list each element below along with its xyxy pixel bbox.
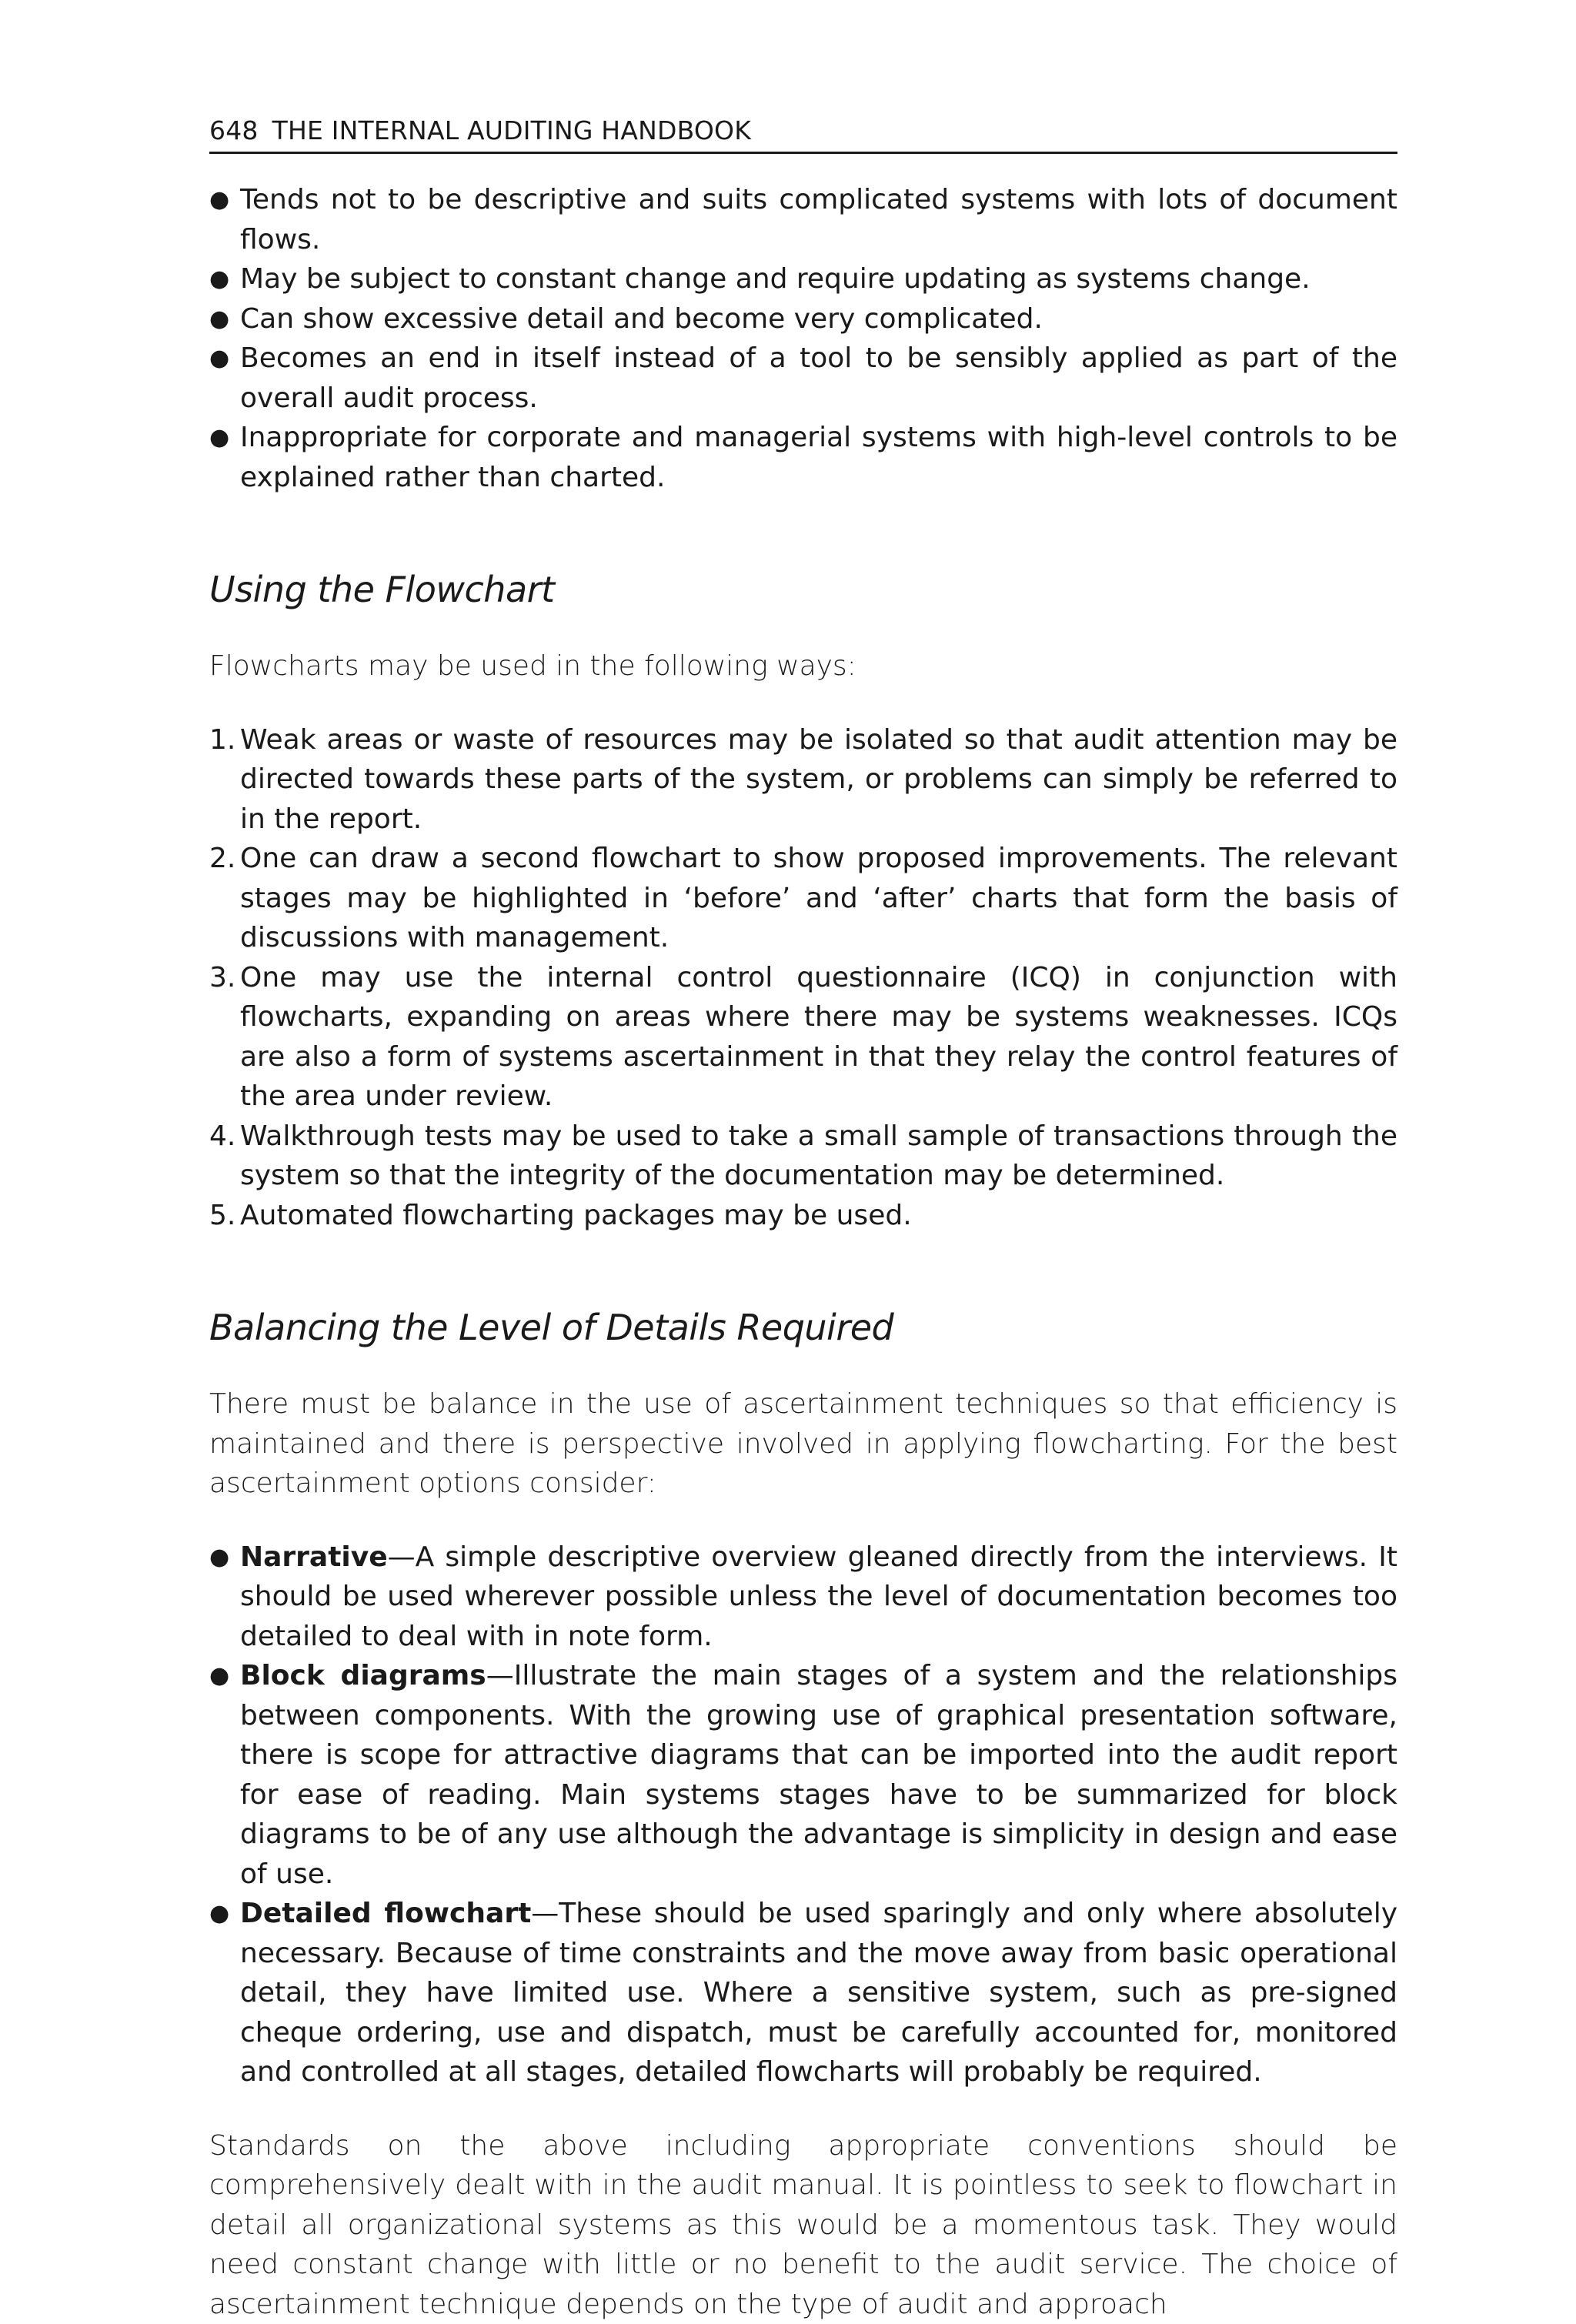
list-item: ● Detailed flowchart—These should be used sparingly and only where absolutely necessary. Because of time constraints and the move away from basic operational detail, they have limited use. Where a sensitive system, such as pre-signed cheque ordering, use and dispatch, must be carefully accounted for, monitored and controlled at all stages, detailed flowcharts will probably be required. bbox=[209, 1894, 1397, 2092]
list-item: 4. Walkthrough tests may be used to take a small sample of transactions through the system so that the integrity of the documentation may be determined. bbox=[209, 1117, 1397, 1196]
ascertainment-options-list bbox=[209, 1538, 1397, 2092]
list-item: 1. Weak areas or waste of resources may be isolated so that audit attention may be directed towards these parts of the system, or problems can simply be referred to in the report. bbox=[209, 720, 1397, 840]
list-item: ● Can show excessive detail and become very complicated. bbox=[209, 299, 1397, 339]
bullet-icon: ● bbox=[209, 299, 229, 339]
list-item: ● Becomes an end in itself instead of a tool to be sensibly applied as part of the overall audit process. bbox=[209, 339, 1397, 418]
disadvantages-list bbox=[209, 180, 1397, 497]
bullet-icon: ● bbox=[209, 180, 229, 220]
list-item: 2. One can draw a second flowchart to show proposed improvements. The relevant stages may be highlighted in ‘before’ and ‘after’ charts that form the basis of discussions with management. bbox=[209, 839, 1397, 958]
list-item: 5. Automated flowcharting packages may be used. bbox=[209, 1196, 1397, 1236]
list-item: ● Narrative—A simple descriptive overview gleaned directly from the interviews. It should be used wherever possible unless the level of documentation becomes too detailed to deal with in note form. bbox=[209, 1538, 1397, 1657]
bullet-icon: ● bbox=[209, 1894, 229, 1934]
term-block-diagrams: Block diagrams bbox=[240, 1660, 486, 1691]
bullet-icon: ● bbox=[209, 339, 229, 379]
list-item: ● Block diagrams—Illustrate the main stages of a system and the relationships between components. With the growing use of graphical presentation software, there is scope for attractive diagrams that can be imported into the audit report for ease of reading. Main systems stages have to be summarized for block diagrams to be of any use although the advantage is simplicity in design and ease of use. bbox=[209, 1656, 1397, 1894]
bullet-icon: ● bbox=[209, 418, 229, 458]
list-item: ● Inappropriate for corporate and managerial systems with high-level controls to be explained rather than charted. bbox=[209, 418, 1397, 497]
running-header bbox=[209, 115, 1397, 154]
list-item: ● Tends not to be descriptive and suits complicated systems with lots of document flows. bbox=[209, 180, 1397, 259]
term-narrative: Narrative bbox=[240, 1541, 388, 1573]
list-item: 3. One may use the internal control questionnaire (ICQ) in conjunction with flowcharts, expanding on areas where there may be systems weaknesses. ICQs are also a form of systems ascertainment in that they relay the control features of the area under review. bbox=[209, 958, 1397, 1117]
section-heading-balancing: Balancing the Level of Details Required bbox=[209, 1304, 1397, 1351]
list-item: ● May be subject to constant change and require updating as systems change. bbox=[209, 259, 1397, 299]
section-intro-balancing: There must be balance in the use of ascertainment techniques so that efficiency is maintained and there is perspective involved in applying flowcharting. For the best ascertainment options consider: bbox=[209, 1384, 1397, 1504]
bullet-icon: ● bbox=[209, 1538, 229, 1578]
running-title: THE INTERNAL AUDITING HANDBOOK bbox=[272, 115, 751, 145]
book-page bbox=[209, 115, 1397, 2324]
section-heading-using: Using the Flowchart bbox=[209, 566, 1397, 613]
bullet-icon: ● bbox=[209, 259, 229, 299]
page-number: 648 bbox=[209, 115, 259, 145]
bullet-icon: ● bbox=[209, 1656, 229, 1696]
section-intro-using: Flowcharts may be used in the following ways: bbox=[209, 646, 1397, 686]
uses-list bbox=[209, 720, 1397, 1236]
term-detailed-flowchart: Detailed flowchart bbox=[240, 1898, 531, 1929]
closing-paragraph: Standards on the above including appropriate conventions should be comprehensively dealt with in the audit manual. It is pointless to seek to flowchart in detail all organizational systems as this would be a momentous task. They would need constant change with little or no benefit to the audit service. The choice of ascertainment technique depends on the type of audit and approach bbox=[209, 2126, 1397, 2324]
